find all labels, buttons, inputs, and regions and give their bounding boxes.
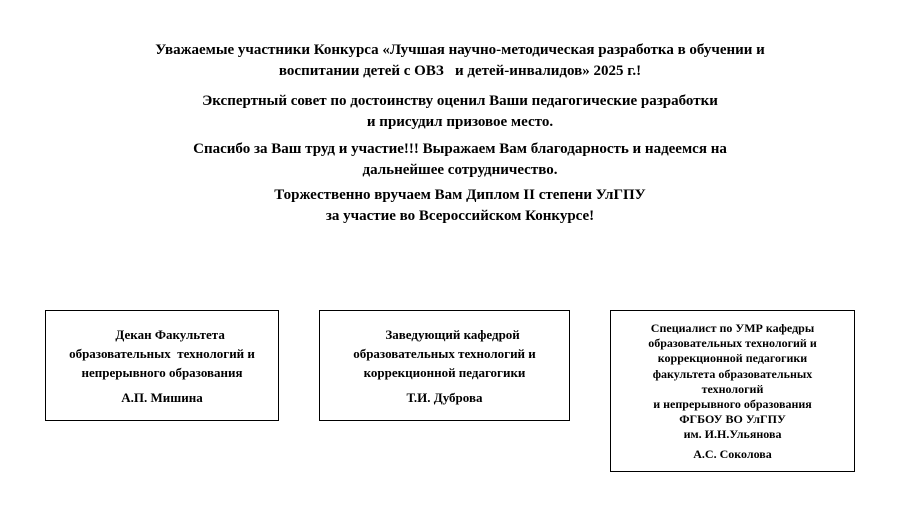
signatory-title <box>611 321 854 443</box>
signatory-title <box>320 325 569 382</box>
signatory-name: А.П. Мишина <box>121 390 203 405</box>
text-line: образовательных технологий и <box>353 346 536 361</box>
text-line: за участие во Всероссийском Конкурсе! <box>325 208 595 224</box>
greeting-paragraph <box>80 40 840 82</box>
thanks-paragraph <box>80 139 840 181</box>
text-line: Уважаемые участники Конкурса «Лучшая научно-методическая разработка в обучении и <box>155 42 765 58</box>
text-line: коррекционной педагогики <box>657 351 808 366</box>
signatory-name: Т.И. Дуброва <box>406 390 483 405</box>
signatory-name: А.С. Соколова <box>693 447 772 461</box>
text-line: воспитании детей с ОВЗ и детей-инвалидов» 2025 г.! <box>278 63 642 79</box>
text-line: технологий <box>701 381 764 396</box>
text-line: дальнейшее сотрудничество. <box>362 162 558 178</box>
award-paragraph <box>80 185 840 227</box>
text-line: Спасибо за Ваш труд и участие!!! Выражаем Вам благодарность и надеемся на <box>193 141 727 157</box>
text-line: им. И.Н.Ульянова <box>683 427 782 442</box>
text-line: образовательных технологий и <box>648 336 817 351</box>
evaluation-paragraph <box>80 91 840 133</box>
text-line: Заведующий кафедрой <box>369 327 520 342</box>
signatory-title <box>46 325 278 382</box>
signatory-box-specialist <box>610 310 855 472</box>
text-line: образовательных технологий и <box>69 346 255 361</box>
signatory-box-head-of-department <box>319 310 570 421</box>
text-line: непрерывного образования <box>81 365 243 380</box>
text-line: ФГБОУ ВО УлГПУ <box>679 412 786 427</box>
text-line: Торжественно вручаем Вам Диплом II степени УлГПУ <box>274 187 646 203</box>
text-line: Экспертный совет по достоинству оценил Ваши педагогические разработки <box>202 93 718 109</box>
text-line: факультета образовательных <box>652 366 813 381</box>
signatory-box-dean <box>45 310 279 421</box>
text-line: Декан Факультета <box>99 327 225 342</box>
text-line: Специалист по УМР кафедры <box>650 321 815 335</box>
text-line: и присудил призовое место. <box>366 114 554 130</box>
text-line: и непрерывного образования <box>653 397 812 412</box>
text-line: коррекционной педагогики <box>363 365 526 380</box>
